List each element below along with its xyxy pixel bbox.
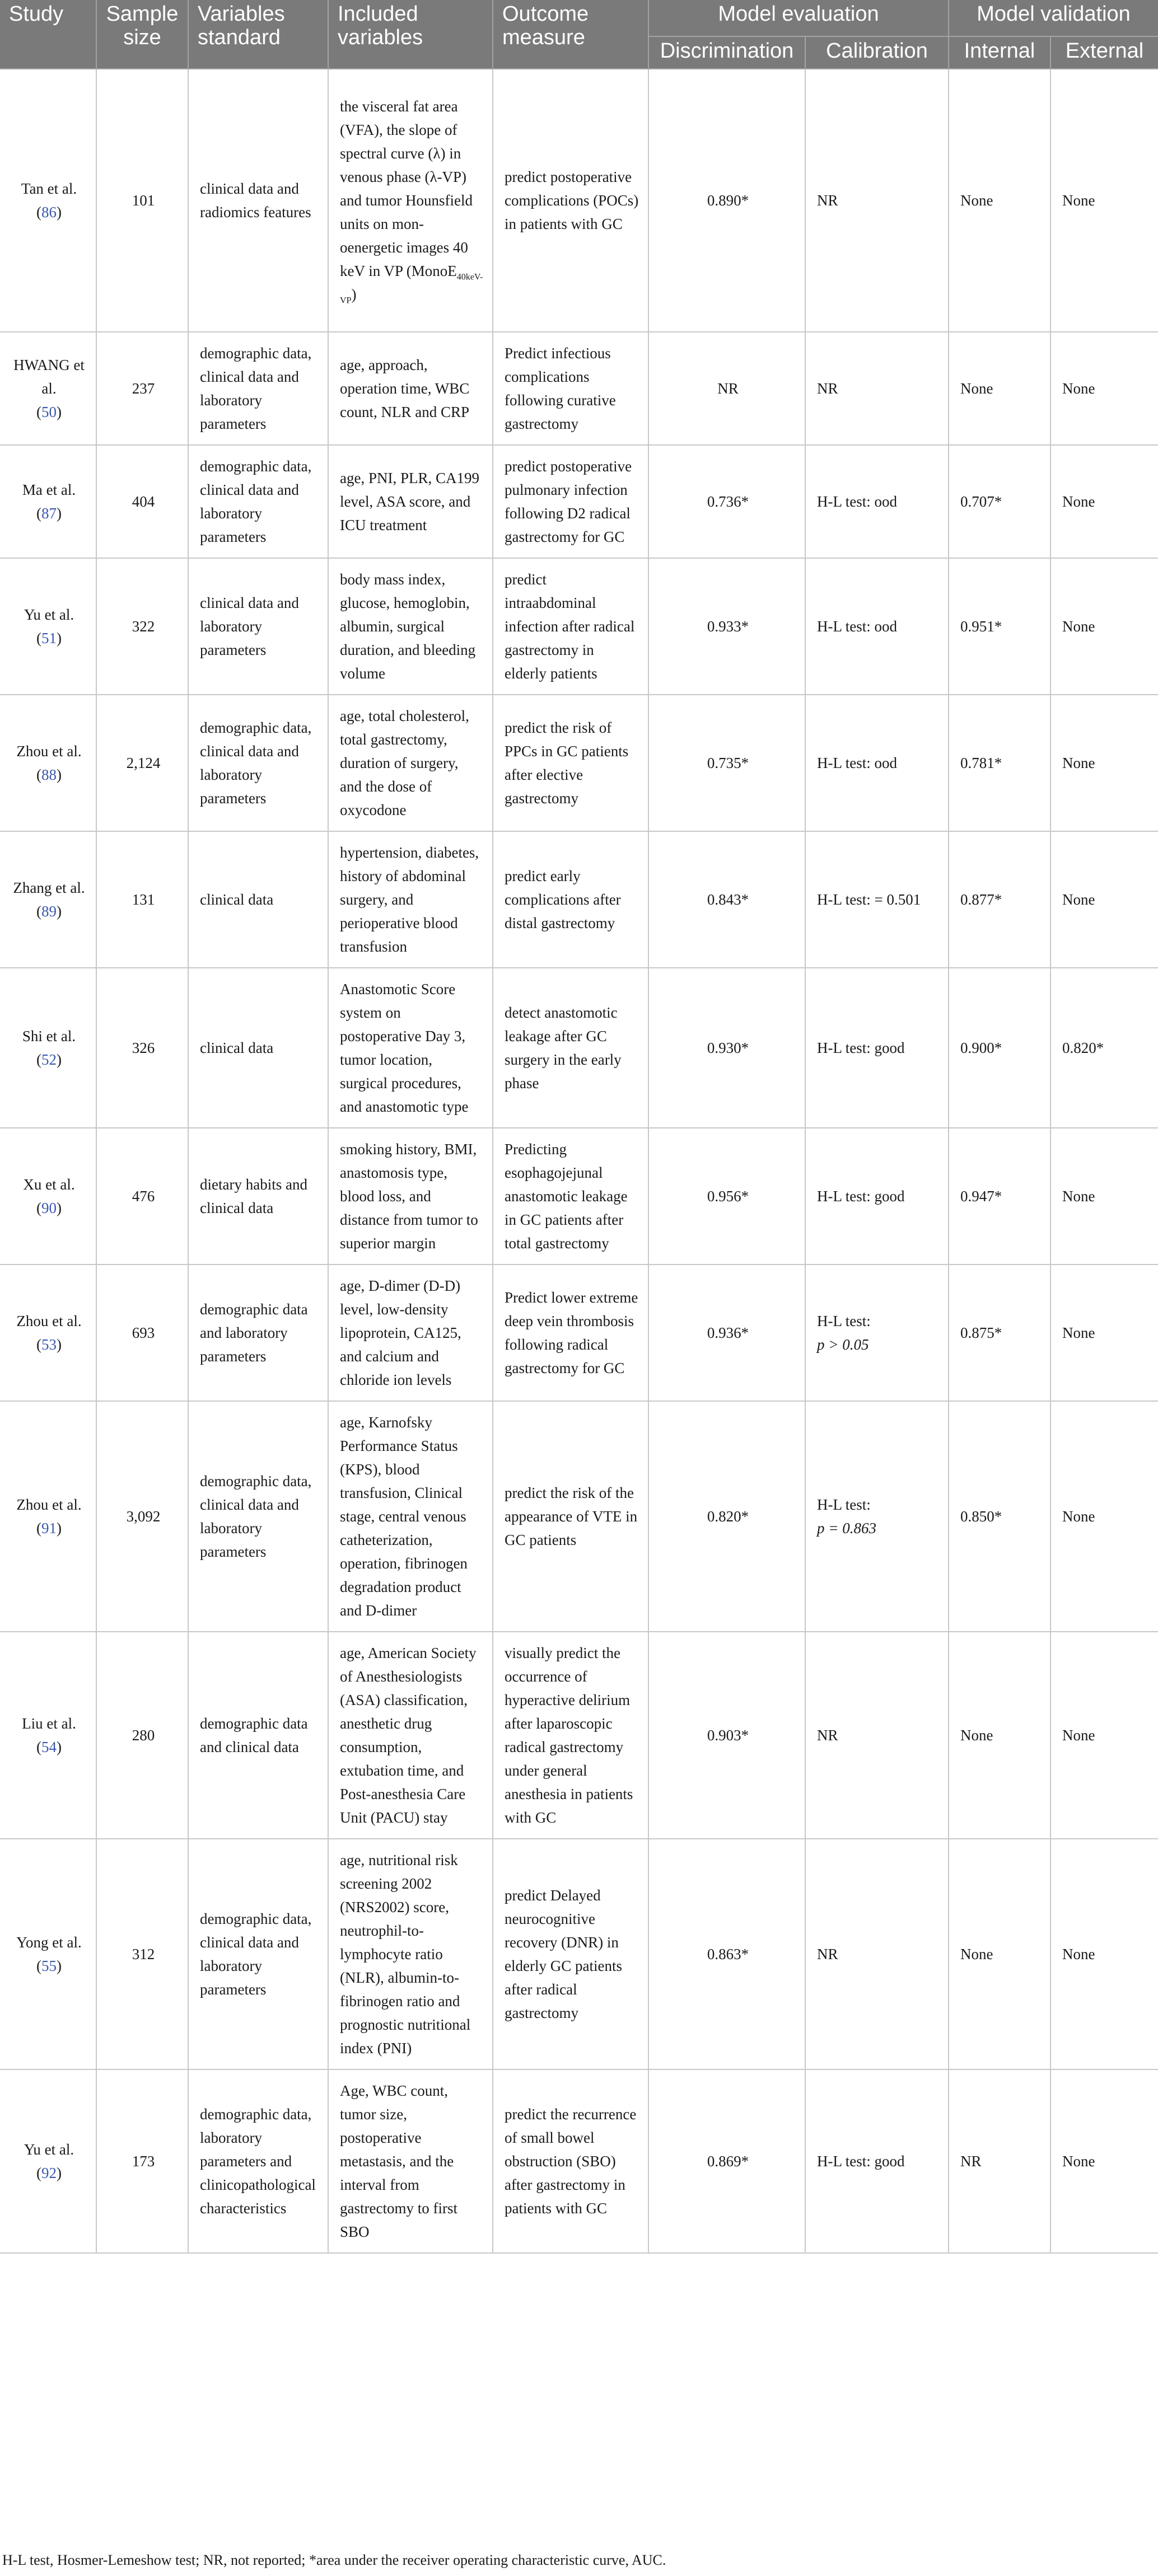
study-name: Xu et al. bbox=[23, 1176, 75, 1193]
calibration-text: NR bbox=[817, 192, 838, 209]
header-discrimination: Discrimination bbox=[648, 36, 805, 69]
cell-calibration bbox=[805, 1128, 949, 1264]
ref-open-paren: ( bbox=[36, 2165, 41, 2181]
table-row bbox=[0, 1839, 1158, 2069]
study-name: Shi et al. bbox=[22, 1028, 76, 1045]
cell-discrimination: 0.843* bbox=[648, 831, 805, 968]
cell-internal-validation: 0.900* bbox=[949, 968, 1050, 1128]
cell-discrimination: 0.869* bbox=[648, 2069, 805, 2253]
included-variables-text: body mass index, glucose, hemoglobin, albumin, surgical duration, and bleeding volume bbox=[340, 571, 476, 682]
reference-link[interactable]: 51 bbox=[41, 630, 57, 647]
cell-discrimination: 0.903* bbox=[648, 1632, 805, 1839]
cell-study bbox=[0, 558, 96, 695]
ref-close-paren: ) bbox=[57, 630, 62, 647]
cell-outcome-measure: predict intraabdominal infection after radical gastrectomy in elderly patients bbox=[493, 558, 648, 695]
ref-close-paren: ) bbox=[57, 204, 62, 221]
cell-sample-size: 131 bbox=[96, 831, 188, 968]
cell-included-variables bbox=[328, 1264, 493, 1401]
header-external: External bbox=[1050, 36, 1158, 69]
cell-sample-size: 237 bbox=[96, 332, 188, 445]
cell-variables-standard: clinical data bbox=[188, 968, 328, 1128]
calibration-text: NR bbox=[817, 1946, 838, 1963]
ref-close-paren: ) bbox=[57, 404, 62, 420]
included-variables-text: Anastomotic Score system on postoperative Day 3, tumor location, surgical procedures, and anastomotic type bbox=[340, 981, 469, 1115]
cell-calibration bbox=[805, 1632, 949, 1839]
header-outcome-measure: Outcome measure bbox=[493, 0, 648, 69]
cell-internal-validation: None bbox=[949, 1632, 1050, 1839]
cell-calibration bbox=[805, 1401, 949, 1632]
calibration-text: H-L test: bbox=[817, 1313, 871, 1329]
cell-included-variables bbox=[328, 968, 493, 1128]
ref-open-paren: ( bbox=[36, 404, 41, 420]
cell-included-variables bbox=[328, 1128, 493, 1264]
included-variables-text: age, American Society of Anesthesiologists (ASA) classification, anesthetic drug consumption, extubation time, and Post-anesthesia Care Unit (PACU) stay bbox=[340, 1645, 477, 1826]
calibration-text: H-L test: ood bbox=[817, 755, 897, 771]
included-variables-text: age, PNI, PLR, CA199 level, ASA score, and ICU treatment bbox=[340, 470, 479, 533]
cell-discrimination: 0.863* bbox=[648, 1839, 805, 2069]
cell-sample-size: 173 bbox=[96, 2069, 188, 2253]
cell-sample-size: 101 bbox=[96, 69, 188, 332]
cell-study bbox=[0, 968, 96, 1128]
cell-external-validation: None bbox=[1050, 445, 1158, 558]
cell-discrimination: 0.936* bbox=[648, 1264, 805, 1401]
cell-variables-standard: demographic data, laboratory parameters and clinicopathological characteristics bbox=[188, 2069, 328, 2253]
cell-included-variables bbox=[328, 558, 493, 695]
study-name: Yu et al. bbox=[24, 606, 74, 623]
cell-study bbox=[0, 332, 96, 445]
reference-link[interactable]: 90 bbox=[41, 1200, 57, 1216]
table-row bbox=[0, 69, 1158, 332]
calibration-text: H-L test: ood bbox=[817, 618, 897, 635]
included-variables-text: the visceral fat area (VFA), the slope of spectral curve (λ) in venous phase (λ-VP) and tumor Hounsfield units on mon-oenergetic images 40 keV in VP (MonoE bbox=[340, 98, 473, 279]
study-name: Yong et al. bbox=[16, 1934, 82, 1951]
cell-external-validation: None bbox=[1050, 1128, 1158, 1264]
cell-variables-standard: clinical data and laboratory parameters bbox=[188, 558, 328, 695]
header-variables-standard: Variables standard bbox=[188, 0, 328, 69]
cell-calibration bbox=[805, 332, 949, 445]
cell-outcome-measure: predict the risk of PPCs in GC patients after elective gastrectomy bbox=[493, 695, 648, 831]
cell-calibration bbox=[805, 69, 949, 332]
cell-discrimination: 0.956* bbox=[648, 1128, 805, 1264]
cell-external-validation: None bbox=[1050, 1839, 1158, 2069]
cell-internal-validation: None bbox=[949, 332, 1050, 445]
cell-outcome-measure: predict postoperative complications (POCs) in patients with GC bbox=[493, 69, 648, 332]
cell-external-validation: None bbox=[1050, 558, 1158, 695]
cell-internal-validation: 0.707* bbox=[949, 445, 1050, 558]
cell-sample-size: 312 bbox=[96, 1839, 188, 2069]
cell-included-variables bbox=[328, 2069, 493, 2253]
cell-included-variables bbox=[328, 332, 493, 445]
cell-study bbox=[0, 69, 96, 332]
cell-variables-standard: demographic data and clinical data bbox=[188, 1632, 328, 1839]
table-row bbox=[0, 2069, 1158, 2253]
cell-external-validation: None bbox=[1050, 1401, 1158, 1632]
cell-variables-standard: clinical data bbox=[188, 831, 328, 968]
table-row bbox=[0, 695, 1158, 831]
cell-discrimination: 0.933* bbox=[648, 558, 805, 695]
reference-link[interactable]: 89 bbox=[41, 903, 57, 920]
cell-external-validation: 0.820* bbox=[1050, 968, 1158, 1128]
calibration-text: H-L test: = 0.501 bbox=[817, 891, 921, 908]
cell-discrimination: 0.736* bbox=[648, 445, 805, 558]
table-row bbox=[0, 1128, 1158, 1264]
cell-sample-size: 476 bbox=[96, 1128, 188, 1264]
table-footnote: H-L test, Hosmer-Lemeshow test; NR, not reported; *area under the receiver operating characteristic curve, AUC. bbox=[2, 2552, 666, 2568]
calibration-text: H-L test: good bbox=[817, 1188, 905, 1205]
cell-study bbox=[0, 1128, 96, 1264]
ref-close-paren: ) bbox=[57, 1336, 62, 1353]
cell-variables-standard: dietary habits and clinical data bbox=[188, 1128, 328, 1264]
cell-outcome-measure: detect anastomotic leakage after GC surgery in the early phase bbox=[493, 968, 648, 1128]
cell-outcome-measure: predict the recurrence of small bowel obstruction (SBO) after gastrectomy in patients with GC bbox=[493, 2069, 648, 2253]
cell-internal-validation: 0.850* bbox=[949, 1401, 1050, 1632]
cell-study bbox=[0, 1839, 96, 2069]
study-name: Ma et al. bbox=[22, 481, 76, 498]
ref-open-paren: ( bbox=[36, 505, 41, 522]
cell-calibration bbox=[805, 1264, 949, 1401]
ref-open-paren: ( bbox=[36, 903, 41, 920]
cell-variables-standard: demographic data, clinical data and laboratory parameters bbox=[188, 1839, 328, 2069]
cell-outcome-measure: visually predict the occurrence of hyperactive delirium after laparoscopic radical gastrectomy under general anesthesia in patients with GC bbox=[493, 1632, 648, 1839]
cell-study bbox=[0, 1264, 96, 1401]
cell-sample-size: 326 bbox=[96, 968, 188, 1128]
ref-open-paren: ( bbox=[36, 1957, 41, 1974]
cell-variables-standard: demographic data, clinical data and laboratory parameters bbox=[188, 332, 328, 445]
cell-outcome-measure: predict the risk of the appearance of VTE in GC patients bbox=[493, 1401, 648, 1632]
ref-open-paren: ( bbox=[36, 1520, 41, 1537]
cell-variables-standard: demographic data, clinical data and laboratory parameters bbox=[188, 445, 328, 558]
cell-sample-size: 693 bbox=[96, 1264, 188, 1401]
ref-open-paren: ( bbox=[36, 1739, 41, 1755]
cell-outcome-measure: Predict infectious complications following curative gastrectomy bbox=[493, 332, 648, 445]
cell-study bbox=[0, 1632, 96, 1839]
cell-sample-size: 2,124 bbox=[96, 695, 188, 831]
ref-close-paren: ) bbox=[57, 1200, 62, 1216]
ref-close-paren: ) bbox=[57, 766, 62, 783]
cell-variables-standard: demographic data, clinical data and laboratory parameters bbox=[188, 1401, 328, 1632]
table-row bbox=[0, 1401, 1158, 1632]
cell-outcome-measure: predict postoperative pulmonary infection following D2 radical gastrectomy for GC bbox=[493, 445, 648, 558]
study-name: Zhou et al. bbox=[16, 1313, 82, 1329]
calibration-pvalue: p > 0.05 bbox=[817, 1336, 869, 1353]
cell-variables-standard: demographic data and laboratory parameters bbox=[188, 1264, 328, 1401]
reference-link[interactable]: 87 bbox=[41, 505, 57, 522]
cell-discrimination: 0.930* bbox=[648, 968, 805, 1128]
table-row bbox=[0, 831, 1158, 968]
ref-open-paren: ( bbox=[36, 766, 41, 783]
header-model-validation: Model validation bbox=[949, 0, 1158, 36]
calibration-pvalue: p = 0.863 bbox=[817, 1520, 876, 1537]
included-variables-tail: ) bbox=[351, 286, 357, 303]
study-name: HWANG et al. bbox=[13, 357, 85, 397]
calibration-text: H-L test: ood bbox=[817, 493, 897, 510]
cell-discrimination: 0.735* bbox=[648, 695, 805, 831]
reference-link[interactable]: 50 bbox=[41, 404, 57, 420]
cell-internal-validation: 0.781* bbox=[949, 695, 1050, 831]
cell-study bbox=[0, 445, 96, 558]
calibration-text: NR bbox=[817, 1727, 838, 1744]
cell-internal-validation: 0.947* bbox=[949, 1128, 1050, 1264]
header-study: Study bbox=[0, 0, 96, 69]
ref-close-paren: ) bbox=[57, 1051, 62, 1068]
reference-link[interactable]: 53 bbox=[41, 1336, 57, 1353]
cell-variables-standard: demographic data, clinical data and laboratory parameters bbox=[188, 695, 328, 831]
cell-internal-validation: None bbox=[949, 1839, 1050, 2069]
study-name: Zhou et al. bbox=[16, 1496, 82, 1513]
cell-internal-validation: 0.877* bbox=[949, 831, 1050, 968]
cell-calibration bbox=[805, 558, 949, 695]
cell-external-validation: None bbox=[1050, 695, 1158, 831]
included-variables-text: age, Karnofsky Performance Status (KPS), blood transfusion, Clinical stage, central venous catheterization, operation, fibrinogen degradation product and D-dimer bbox=[340, 1414, 468, 1619]
study-name: Yu et al. bbox=[24, 2141, 74, 2158]
cell-internal-validation: 0.951* bbox=[949, 558, 1050, 695]
table-header bbox=[0, 0, 1158, 69]
study-name: Tan et al. bbox=[21, 180, 77, 197]
cell-external-validation: None bbox=[1050, 2069, 1158, 2253]
cell-internal-validation: None bbox=[949, 69, 1050, 332]
ref-open-paren: ( bbox=[36, 630, 41, 647]
ref-open-paren: ( bbox=[36, 1200, 41, 1216]
table-row bbox=[0, 1632, 1158, 1839]
reference-link[interactable]: 86 bbox=[41, 204, 57, 221]
cell-discrimination: 0.820* bbox=[648, 1401, 805, 1632]
reference-link[interactable]: 88 bbox=[41, 766, 57, 783]
calibration-text: H-L test: bbox=[817, 1496, 871, 1513]
cell-sample-size: 404 bbox=[96, 445, 188, 558]
study-name: Zhang et al. bbox=[13, 879, 85, 896]
header-model-evaluation: Model evaluation bbox=[648, 0, 949, 36]
study-name: Zhou et al. bbox=[16, 743, 82, 760]
reference-link[interactable]: 92 bbox=[41, 2165, 57, 2181]
calibration-text: H-L test: good bbox=[817, 2153, 905, 2170]
cell-calibration bbox=[805, 1839, 949, 2069]
calibration-text: H-L test: good bbox=[817, 1039, 905, 1056]
header-sample-size: Sample size bbox=[96, 0, 188, 69]
cell-calibration bbox=[805, 831, 949, 968]
cell-study bbox=[0, 831, 96, 968]
cell-calibration bbox=[805, 695, 949, 831]
ref-open-paren: ( bbox=[36, 1051, 41, 1068]
header-internal: Internal bbox=[949, 36, 1050, 69]
cell-external-validation: None bbox=[1050, 69, 1158, 332]
cell-calibration bbox=[805, 445, 949, 558]
cell-outcome-measure: Predicting esophagojejunal anastomotic leakage in GC patients after total gastrectomy bbox=[493, 1128, 648, 1264]
cell-included-variables bbox=[328, 1839, 493, 2069]
cell-external-validation: None bbox=[1050, 1264, 1158, 1401]
included-variables-text: age, nutritional risk screening 2002 (NRS2002) score, neutrophil-to-lymphocyte ratio (NLR), albumin-to-fibrinogen ratio and prognostic nutritional index (PNI) bbox=[340, 1852, 471, 2057]
ref-close-paren: ) bbox=[57, 1520, 62, 1537]
ref-close-paren: ) bbox=[57, 505, 62, 522]
ref-open-paren: ( bbox=[36, 204, 41, 221]
cell-discrimination: NR bbox=[648, 332, 805, 445]
cell-calibration bbox=[805, 2069, 949, 2253]
cell-sample-size: 3,092 bbox=[96, 1401, 188, 1632]
table-row bbox=[0, 332, 1158, 445]
cell-sample-size: 322 bbox=[96, 558, 188, 695]
cell-sample-size: 280 bbox=[96, 1632, 188, 1839]
cell-outcome-measure: predict Delayed neurocognitive recovery (DNR) in elderly GC patients after radical gastrectomy bbox=[493, 1839, 648, 2069]
table-row bbox=[0, 558, 1158, 695]
cell-included-variables bbox=[328, 69, 493, 332]
cell-internal-validation: NR bbox=[949, 2069, 1050, 2253]
study-name: Liu et al. bbox=[22, 1715, 76, 1732]
cell-external-validation: None bbox=[1050, 831, 1158, 968]
included-variables-subscript: 40keV-VP bbox=[340, 272, 483, 306]
table-row bbox=[0, 445, 1158, 558]
reference-link[interactable]: 55 bbox=[41, 1957, 57, 1974]
cell-outcome-measure: Predict lower extreme deep vein thrombosis following radical gastrectomy for GC bbox=[493, 1264, 648, 1401]
table-row bbox=[0, 968, 1158, 1128]
ref-close-paren: ) bbox=[57, 1957, 62, 1974]
reference-link[interactable]: 54 bbox=[41, 1739, 57, 1755]
cell-study bbox=[0, 2069, 96, 2253]
cell-study bbox=[0, 695, 96, 831]
cell-included-variables bbox=[328, 1401, 493, 1632]
header-calibration: Calibration bbox=[805, 36, 949, 69]
included-variables-text: smoking history, BMI, anastomosis type, blood loss, and distance from tumor to superior margin bbox=[340, 1141, 478, 1252]
ref-close-paren: ) bbox=[57, 1739, 62, 1755]
table-row bbox=[0, 1264, 1158, 1401]
cell-internal-validation: 0.875* bbox=[949, 1264, 1050, 1401]
header-included-variables: Included variables bbox=[328, 0, 493, 69]
cell-included-variables bbox=[328, 831, 493, 968]
cell-external-validation: None bbox=[1050, 332, 1158, 445]
cell-calibration bbox=[805, 968, 949, 1128]
cell-included-variables bbox=[328, 445, 493, 558]
reference-link[interactable]: 91 bbox=[41, 1520, 57, 1537]
reference-link[interactable]: 52 bbox=[41, 1051, 57, 1068]
cell-included-variables bbox=[328, 695, 493, 831]
included-variables-text: age, approach, operation time, WBC count, NLR and CRP bbox=[340, 357, 470, 420]
ref-open-paren: ( bbox=[36, 1336, 41, 1353]
cell-outcome-measure: predict early complications after distal gastrectomy bbox=[493, 831, 648, 968]
table-body bbox=[0, 69, 1158, 2253]
cell-discrimination: 0.890* bbox=[648, 69, 805, 332]
cell-study bbox=[0, 1401, 96, 1632]
cell-external-validation: None bbox=[1050, 1632, 1158, 1839]
calibration-text: NR bbox=[817, 380, 838, 397]
included-variables-text: age, total cholesterol, total gastrectomy, duration of surgery, and the dose of oxycodone bbox=[340, 708, 469, 818]
ref-close-paren: ) bbox=[57, 903, 62, 920]
included-variables-text: age, D-dimer (D-D) level, low-density lipoprotein, CA125, and calcium and chloride ion levels bbox=[340, 1277, 461, 1388]
included-variables-text: Age, WBC count, tumor size, postoperative metastasis, and the interval from gastrectomy to first SBO bbox=[340, 2082, 457, 2240]
ref-close-paren: ) bbox=[57, 2165, 62, 2181]
included-variables-text: hypertension, diabetes, history of abdominal surgery, and perioperative blood transfusion bbox=[340, 844, 479, 955]
cell-included-variables bbox=[328, 1632, 493, 1839]
cell-variables-standard: clinical data and radiomics features bbox=[188, 69, 328, 332]
